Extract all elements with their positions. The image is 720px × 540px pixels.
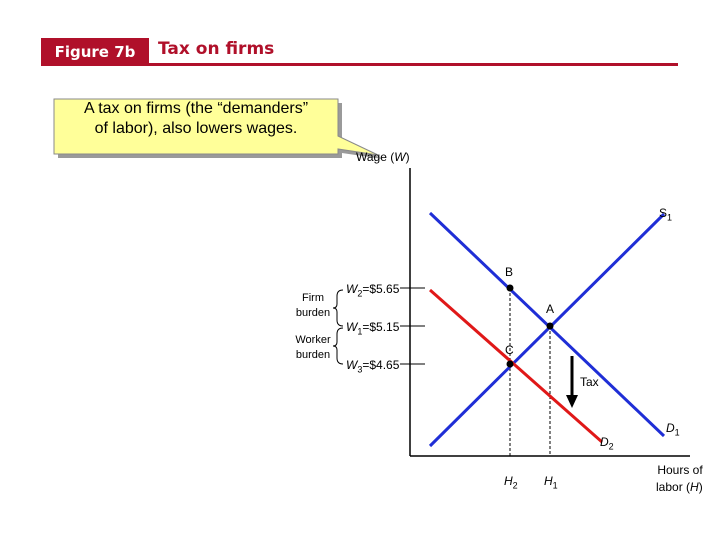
point-b-label: B (505, 265, 514, 279)
wage-w2-label: $W_2=\$5.65$ (346, 282, 400, 299)
wage-w3-label: $W_3=\$4.65$ (346, 358, 400, 375)
hours-h2-label: $H_2$ (504, 474, 518, 491)
worker-burden-label: Worker burden (295, 334, 331, 361)
hours-h1-label: $H_1$ (544, 474, 558, 491)
callout-text (55, 99, 337, 139)
y-axis-label: Wage (W) (356, 150, 410, 164)
point-b-marker (507, 285, 514, 292)
wage-w1-label: $W_1=\$5.15$ (346, 320, 400, 337)
firm-burden-label: Firm burden (295, 292, 331, 319)
tax-arrow-head (566, 395, 578, 408)
callout-line-1: A tax on firms (the “demanders” (83, 100, 309, 117)
point-c-marker (507, 361, 514, 368)
supply-label: $S_1$ (659, 206, 673, 223)
callout-line-2: of labor), also lowers wages. (94, 120, 298, 137)
point-a-marker (547, 323, 554, 330)
point-c-label: C (505, 343, 514, 357)
demand-d1-label: $D_1$ (666, 421, 680, 438)
point-a-label: A (546, 302, 555, 316)
demand-d2-label: $D_2$ (600, 435, 614, 452)
figure-label: Figure 7b (41, 38, 149, 66)
tax-label: Tax (580, 375, 599, 389)
x-axis-label: Hours of labor (H) (656, 463, 703, 494)
supply-curve-s1 (430, 214, 664, 446)
figure-title: Tax on firms (158, 39, 275, 59)
